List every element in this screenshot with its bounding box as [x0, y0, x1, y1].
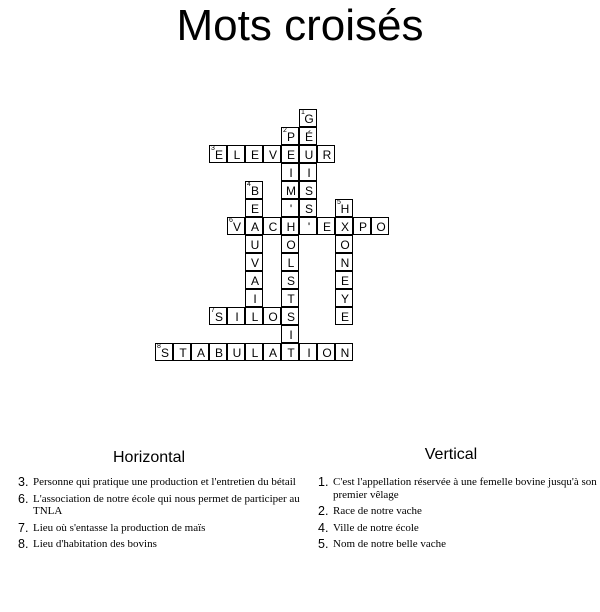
cell-letter: T	[179, 346, 187, 360]
clue-text: Lieu d'habitation des bovins	[33, 538, 157, 550]
cell-letter: E	[340, 310, 349, 324]
grid-cell[interactable]	[335, 235, 353, 253]
cell-letter: I	[307, 346, 311, 360]
cell-letter: S	[304, 184, 313, 198]
horizontal-heading: Horizontal	[112, 449, 186, 466]
cell-letter: G	[304, 112, 314, 126]
grid-cell[interactable]	[245, 181, 263, 199]
clue-across-7	[18, 522, 300, 535]
cell-letter: E	[286, 148, 295, 162]
grid-cell[interactable]	[281, 163, 299, 181]
cell-letter: N	[340, 256, 350, 270]
cell-letter: B	[214, 346, 223, 360]
cell-letter: C	[268, 220, 278, 234]
cell-letter: A	[268, 346, 277, 360]
grid-cell[interactable]	[281, 181, 299, 199]
grid-cell[interactable]	[245, 289, 263, 307]
grid-cell[interactable]	[335, 199, 353, 217]
grid-cell[interactable]	[209, 145, 227, 163]
cell-letter: L	[251, 346, 259, 360]
clue-number: 3.	[18, 475, 29, 489]
cell-letter: L	[287, 256, 295, 270]
cell-letter: O	[340, 238, 350, 252]
grid-cell[interactable]	[335, 253, 353, 271]
cell-letter: P	[358, 220, 367, 234]
cell-letter: V	[232, 220, 241, 234]
grid-cell[interactable]	[191, 343, 209, 361]
grid-cell[interactable]	[263, 217, 281, 235]
grid-cell[interactable]	[281, 325, 299, 343]
grid-cell[interactable]	[263, 307, 281, 325]
cell-letter: T	[287, 346, 295, 360]
cell-letter: I	[235, 310, 239, 324]
clue-across-8	[18, 538, 300, 551]
cell-letter: '	[307, 220, 311, 234]
clue-down-2	[318, 505, 600, 518]
grid-cell[interactable]	[299, 343, 317, 361]
grid-cell[interactable]	[155, 343, 173, 361]
clue-number: 4.	[318, 520, 329, 535]
clue-text: Ville de notre école	[333, 521, 419, 534]
cell-letter: T	[287, 292, 295, 306]
grid-cell[interactable]	[299, 199, 317, 217]
clue-number: 1.	[318, 475, 329, 489]
cell-letter: O	[322, 346, 332, 360]
grid-cell[interactable]	[335, 217, 353, 235]
cell-letter: A	[250, 274, 259, 288]
grid-cell[interactable]	[281, 289, 299, 307]
grid-cell[interactable]	[299, 145, 317, 163]
grid-cell[interactable]	[317, 145, 335, 163]
cell-letter: S	[286, 310, 295, 324]
cell-letter: U	[232, 346, 242, 360]
grid-cell[interactable]	[263, 145, 281, 163]
grid-cell[interactable]	[335, 271, 353, 289]
clue-text: Race de notre vache	[333, 505, 422, 517]
grid-cell[interactable]	[353, 217, 371, 235]
grid-cell[interactable]	[371, 217, 389, 235]
cell-letter: E	[250, 202, 259, 216]
grid-cell[interactable]	[245, 145, 263, 163]
cell-letter: O	[286, 238, 296, 252]
grid-cell[interactable]	[227, 307, 245, 325]
cell-letter: S	[286, 274, 295, 288]
grid-cell[interactable]	[317, 343, 335, 361]
grid-cell[interactable]	[281, 253, 299, 271]
cell-letter: B	[250, 184, 259, 198]
clue-text: Nom de notre belle vache	[333, 538, 447, 550]
cell-letter: E	[340, 274, 349, 288]
grid-cell[interactable]	[299, 163, 317, 181]
grid-cell[interactable]	[281, 127, 299, 145]
cell-letter: I	[289, 328, 293, 342]
cell-letter: L	[251, 310, 259, 324]
cell-number: 7	[211, 307, 215, 314]
grid-cell[interactable]	[263, 343, 281, 361]
puzzle-title: Mots croisés	[176, 1, 424, 50]
grid-cell[interactable]	[335, 289, 353, 307]
grid-cell[interactable]	[209, 307, 227, 325]
clue-number: 8.	[18, 537, 29, 551]
cell-letter: '	[289, 202, 293, 216]
cell-letter: N	[340, 346, 350, 360]
grid-cell[interactable]	[173, 343, 191, 361]
grid-cell[interactable]	[245, 217, 263, 235]
grid-cell[interactable]	[245, 199, 263, 217]
cell-number: 5	[337, 199, 341, 206]
cell-letter: P	[286, 130, 295, 144]
cell-letter: X	[340, 220, 349, 234]
grid-cell[interactable]	[281, 145, 299, 163]
cell-letter: V	[250, 256, 259, 270]
cell-letter: M	[286, 184, 296, 198]
grid-cell[interactable]	[227, 343, 245, 361]
clue-text: Personne qui pratique une production et l'entretien du bétail	[33, 476, 296, 488]
cell-letter: U	[250, 238, 260, 252]
clue-across-3	[18, 476, 300, 489]
grid-cell[interactable]	[317, 217, 335, 235]
cell-number: 4	[247, 181, 251, 188]
cell-letter: L	[233, 148, 241, 162]
cell-number: 2	[283, 127, 287, 134]
cell-letter: O	[268, 310, 278, 324]
cell-letter: S	[304, 202, 313, 216]
cell-letter: U	[304, 148, 314, 162]
grid-cell[interactable]	[245, 343, 263, 361]
cell-letter: Y	[340, 292, 349, 306]
grid-cell[interactable]	[299, 127, 317, 145]
clue-down-1	[318, 476, 600, 501]
cell-letter: H	[340, 202, 350, 216]
cell-letter: R	[322, 148, 332, 162]
grid-cell[interactable]	[335, 343, 353, 361]
clue-text: C'est l'appellation réservée à une femelle bovine jusqu'à son premier vêlage	[333, 476, 597, 501]
cell-letter: H	[286, 220, 296, 234]
grid-cell[interactable]	[245, 307, 263, 325]
grid-cell[interactable]	[299, 217, 317, 235]
grid-cell[interactable]	[281, 307, 299, 325]
clue-number: 2.	[318, 504, 329, 518]
grid-cell[interactable]	[227, 145, 245, 163]
grid-cell[interactable]	[281, 199, 299, 217]
grid-cell[interactable]	[281, 217, 299, 235]
grid-cell[interactable]	[335, 307, 353, 325]
cell-letter: É	[304, 130, 313, 144]
clue-text: L'association de notre école qui nous permet de participer au TNLA	[33, 492, 300, 517]
cell-letter: I	[253, 292, 257, 306]
cell-number: 1	[301, 109, 305, 116]
grid-cell[interactable]	[245, 271, 263, 289]
clue-number: 6.	[18, 491, 29, 506]
vertical-clue-list	[318, 476, 600, 555]
cell-letter: I	[307, 166, 311, 180]
cell-letter: A	[196, 346, 205, 360]
grid-cell[interactable]	[281, 235, 299, 253]
cell-letter: E	[322, 220, 331, 234]
horizontal-clue-list	[18, 476, 300, 555]
grid-cell[interactable]	[281, 343, 299, 361]
cell-letter: S	[214, 310, 223, 324]
cell-letter: V	[268, 148, 277, 162]
cell-number: 3	[211, 145, 215, 152]
grid-cell[interactable]	[245, 235, 263, 253]
cell-letter: I	[289, 166, 293, 180]
cell-letter: A	[250, 220, 259, 234]
clue-down-5	[318, 538, 600, 551]
cell-number: 6	[229, 217, 233, 224]
clue-number: 5.	[318, 537, 329, 551]
grid-cell[interactable]	[299, 109, 317, 127]
cell-letter: O	[376, 220, 386, 234]
clue-down-4	[318, 522, 600, 535]
vertical-heading: Vertical	[424, 446, 478, 463]
cell-letter: S	[160, 346, 169, 360]
clue-number: 7.	[18, 520, 29, 535]
cell-number: 8	[157, 343, 161, 350]
clue-text: Lieu où s'entasse la production de maïs	[33, 521, 206, 534]
grid-cell[interactable]	[227, 217, 245, 235]
cell-letter: E	[214, 148, 223, 162]
grid-cell[interactable]	[245, 253, 263, 271]
cell-letter: E	[250, 148, 259, 162]
grid-cell[interactable]	[209, 343, 227, 361]
grid-cell[interactable]	[281, 271, 299, 289]
grid-cell[interactable]	[299, 181, 317, 199]
clue-across-6	[18, 493, 300, 518]
